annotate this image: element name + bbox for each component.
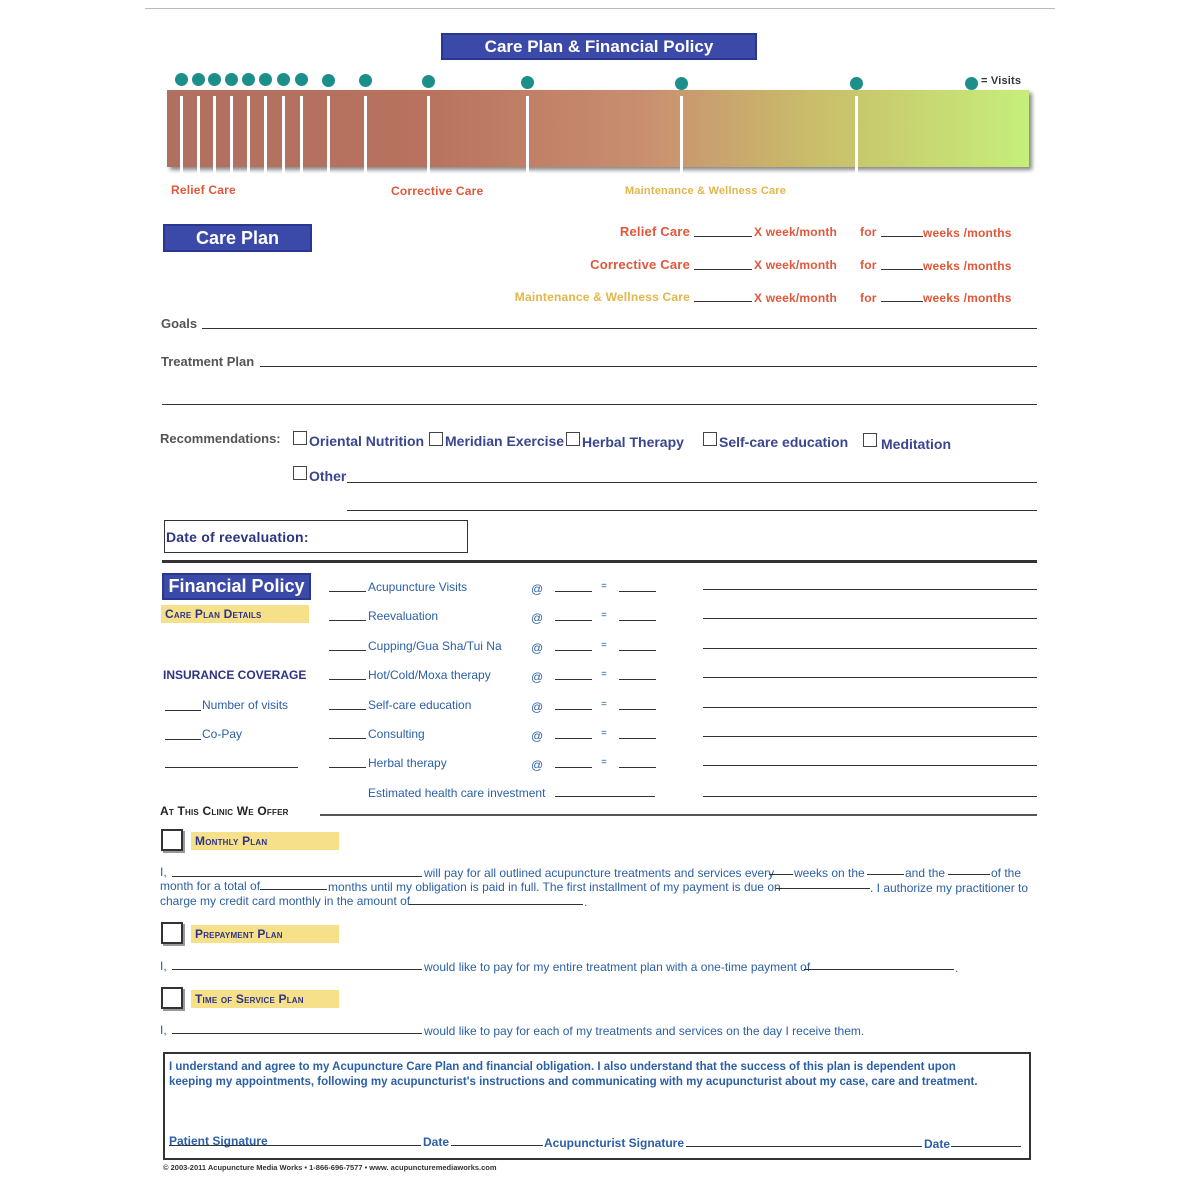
maintenance-row-label: Maintenance & Wellness Care <box>514 290 690 304</box>
monthly-text-7: . I authorize my practitioner to <box>870 881 1029 895</box>
service-quantity-field[interactable] <box>329 650 366 651</box>
visit-dot-icon <box>675 77 688 90</box>
estimated-investment-notes[interactable] <box>703 796 1037 797</box>
corrective-duration-unit: weeks /months <box>923 259 1012 273</box>
prepayment-end: . <box>955 961 959 975</box>
timeline-tick <box>680 96 683 176</box>
herbal-therapy-label: Herbal Therapy <box>582 434 684 450</box>
estimated-investment-field[interactable] <box>555 796 655 797</box>
monthly-text-1: will pay for all outlined acupuncture treatments and services every <box>424 866 775 880</box>
treatment-plan-label: Treatment Plan <box>161 354 255 369</box>
service-notes-field[interactable] <box>703 589 1037 590</box>
prepayment-plan-checkbox[interactable] <box>161 922 183 944</box>
financial-policy-heading: Financial Policy <box>162 573 311 600</box>
time-of-service-i: I, <box>160 1023 167 1037</box>
corrective-row-label: Corrective Care <box>590 257 690 272</box>
monthly-text-6: months until my obligation is paid in full. The first installment of my payment is due on <box>328 880 781 894</box>
timeline-tick <box>427 96 430 176</box>
service-rate-field[interactable] <box>555 767 592 768</box>
service-total-field[interactable] <box>619 709 656 710</box>
footer-copyright: © 2003-2011 Acupuncture Media Works • 1-866-696-7577 • www. acupuncturemediaworks.com <box>163 1163 497 1172</box>
number-of-visits-label: Number of visits <box>202 698 289 712</box>
meridian-exercise-label: Meridian Exercise <box>445 433 565 449</box>
date-label-1: Date <box>423 1135 450 1149</box>
monthly-text-8: charge my credit card monthly in the amount of <box>160 894 411 908</box>
monthly-day-field-2[interactable] <box>948 874 990 875</box>
timeline-tick <box>180 96 183 176</box>
relief-row-label: Relief Care <box>619 224 690 239</box>
visit-dot-icon <box>422 75 435 88</box>
timeline-tick <box>197 96 200 176</box>
meridian-exercise-checkbox[interactable] <box>429 432 443 446</box>
service-label: Hot/Cold/Moxa therapy <box>368 668 491 682</box>
timeline-tick <box>300 96 303 176</box>
service-label: Cupping/Gua Sha/Tui Na <box>368 639 502 653</box>
visit-dot-icon <box>192 73 205 86</box>
visit-dot-icon <box>322 74 335 87</box>
maintenance-for: for <box>860 291 877 305</box>
service-quantity-field[interactable] <box>329 709 366 710</box>
acupuncturist-signature-label: Acupuncturist Signature <box>544 1136 685 1150</box>
monthly-i: I, <box>160 865 167 879</box>
visit-dot-icon <box>208 73 221 86</box>
service-quantity-field[interactable] <box>329 738 366 739</box>
timeline-tick <box>230 96 233 176</box>
at-sign: @ <box>531 670 544 684</box>
self-care-education-checkbox[interactable] <box>703 432 717 446</box>
monthly-plan-checkbox[interactable] <box>161 829 183 851</box>
prepayment-text: would like to pay for my entire treatment plan with a one-time payment of <box>424 960 811 974</box>
insurance-coverage-label: INSURANCE COVERAGE <box>163 668 307 682</box>
service-rate-field[interactable] <box>555 591 592 592</box>
timeline-tick <box>526 96 529 176</box>
monthly-due-field[interactable] <box>776 888 870 889</box>
corrective-freq-field[interactable] <box>694 269 752 270</box>
corrective-duration-field[interactable] <box>881 269 923 270</box>
timeline-tick <box>364 96 367 176</box>
recommendations-label: Recommendations: <box>160 431 281 446</box>
relief-duration-unit: weeks /months <box>923 226 1012 240</box>
date-label-2: Date <box>924 1137 951 1151</box>
meditation-checkbox[interactable] <box>863 433 877 447</box>
service-rate-field[interactable] <box>555 738 592 739</box>
service-rate-field[interactable] <box>555 620 592 621</box>
time-of-service-text: would like to pay for each of my treatments and services on the day I receive them. <box>424 1024 865 1038</box>
time-of-service-checkbox[interactable] <box>161 987 183 1009</box>
maintenance-freq-field[interactable] <box>694 301 752 302</box>
service-quantity-field[interactable] <box>329 767 366 768</box>
date-field-1[interactable] <box>451 1145 543 1146</box>
monthly-text-4: of the <box>991 866 1022 880</box>
agreement-line-1: I understand and agree to my Acupuncture Care Plan and financial obligation. I also understand that the success of this plan is dependent upon <box>169 1061 956 1073</box>
maintenance-duration-unit: weeks /months <box>923 291 1012 305</box>
monthly-name-field[interactable] <box>172 876 422 877</box>
corrective-freq-unit: X week/month <box>754 258 838 272</box>
at-sign: @ <box>531 611 544 625</box>
other-label: Other <box>309 468 347 484</box>
top-rule <box>145 8 1055 9</box>
patient-signature-label: Patient Signature <box>169 1134 268 1148</box>
service-rate-field[interactable] <box>555 650 592 651</box>
at-sign: @ <box>531 729 544 743</box>
at-sign: @ <box>531 582 544 596</box>
service-notes-field[interactable] <box>703 707 1037 708</box>
service-total-field[interactable] <box>619 679 656 680</box>
co-pay-label: Co-Pay <box>202 727 243 741</box>
timeline-bar <box>167 90 1029 167</box>
oriental-nutrition-label: Oriental Nutrition <box>309 433 425 449</box>
treatment-plan-field[interactable] <box>260 366 1037 367</box>
care-plan-heading: Care Plan <box>163 224 312 252</box>
phase-maintenance: Maintenance & Wellness Care <box>625 185 787 197</box>
monthly-text-2: weeks on the <box>794 866 865 880</box>
reevaluation-label: Date of reevaluation: <box>166 529 309 545</box>
other-checkbox[interactable] <box>293 466 307 480</box>
service-rate-field[interactable] <box>555 709 592 710</box>
prepayment-i: I, <box>160 959 167 973</box>
time-of-service-name-field[interactable] <box>172 1033 422 1034</box>
relief-duration-field[interactable] <box>881 236 923 237</box>
visit-dot-icon <box>242 73 255 86</box>
service-notes-field[interactable] <box>703 618 1037 619</box>
at-sign: @ <box>531 641 544 655</box>
equals-sign: = <box>601 581 607 592</box>
service-total-field[interactable] <box>619 650 656 651</box>
monthly-total-field[interactable] <box>260 889 327 890</box>
service-notes-field[interactable] <box>703 677 1037 678</box>
section-divider <box>162 560 1037 563</box>
offer-rule <box>320 814 1037 816</box>
visit-dot-icon <box>259 73 272 86</box>
date-field-2[interactable] <box>951 1146 1021 1147</box>
service-quantity-field[interactable] <box>329 620 366 621</box>
at-sign: @ <box>531 758 544 772</box>
monthly-plan-title: Monthly Plan <box>191 832 339 850</box>
relief-freq-unit: X week/month <box>754 225 838 239</box>
visit-dot-icon <box>359 74 372 87</box>
service-notes-field[interactable] <box>703 648 1037 649</box>
service-label: Reevaluation <box>368 609 439 623</box>
equals-sign: = <box>601 669 607 680</box>
oriental-nutrition-checkbox[interactable] <box>293 431 307 445</box>
timeline-tick <box>213 96 216 176</box>
monthly-text-3: and the <box>905 866 946 880</box>
corrective-for: for <box>860 258 877 272</box>
equals-sign: = <box>601 699 607 710</box>
visit-dot-icon <box>521 76 534 89</box>
monthly-day-field-1[interactable] <box>867 874 904 875</box>
equals-sign: = <box>601 728 607 739</box>
phase-corrective: Corrective Care <box>391 184 484 198</box>
service-label: Consulting <box>368 727 425 741</box>
goals-field[interactable] <box>202 328 1037 329</box>
service-total-field[interactable] <box>619 767 656 768</box>
service-label: Acupuncture Visits <box>368 580 468 594</box>
maintenance-duration-field[interactable] <box>881 301 923 302</box>
estimated-investment-label: Estimated health care investment <box>368 786 546 800</box>
other-field[interactable] <box>347 482 1037 483</box>
prepayment-name-field[interactable] <box>172 969 422 970</box>
relief-freq-field[interactable] <box>694 236 752 237</box>
care-plan-details-label: Care Plan Details <box>161 605 309 623</box>
prepayment-plan-title: Prepayment Plan <box>191 925 339 943</box>
monthly-text-5: month for a total of <box>160 879 261 893</box>
monthly-weeks-field[interactable] <box>769 874 793 875</box>
equals-sign: = <box>601 757 607 768</box>
treatment-plan-field-2[interactable] <box>162 404 1037 405</box>
timeline-tick <box>247 96 250 176</box>
patient-signature-field[interactable] <box>169 1145 421 1146</box>
relief-for: for <box>860 225 877 239</box>
monthly-amount-field[interactable] <box>409 904 583 905</box>
timeline-tick <box>264 96 267 176</box>
prepayment-amount-field[interactable] <box>804 969 954 970</box>
self-care-education-label: Self-care education <box>719 434 849 450</box>
service-total-field[interactable] <box>619 738 656 739</box>
visit-dot-icon <box>175 73 188 86</box>
agreement-line-2: keeping my appointments, following my acupuncturist's instructions and communicating with my acupuncturist about my case, care and treatment. <box>169 1076 978 1088</box>
service-total-field[interactable] <box>619 591 656 592</box>
visit-dot-icon <box>850 77 863 90</box>
monthly-text-9: . <box>584 895 588 909</box>
herbal-therapy-checkbox[interactable] <box>566 432 580 446</box>
service-quantity-field[interactable] <box>329 679 366 680</box>
timeline-tick <box>855 96 858 176</box>
time-of-service-title: Time of Service Plan <box>191 990 339 1008</box>
visit-dot-icon <box>225 73 238 86</box>
visit-dot-icon <box>295 73 308 86</box>
maintenance-freq-unit: X week/month <box>754 291 838 305</box>
service-total-field[interactable] <box>619 620 656 621</box>
service-notes-field[interactable] <box>703 765 1037 766</box>
co-pay-field[interactable] <box>165 739 201 740</box>
number-of-visits-field[interactable] <box>165 710 201 711</box>
visit-dot-icon <box>277 73 290 86</box>
insurance-extra-field[interactable] <box>165 767 298 768</box>
service-label: Herbal therapy <box>368 756 447 770</box>
service-rate-field[interactable] <box>555 679 592 680</box>
other-field-2[interactable] <box>347 510 1037 511</box>
goals-label: Goals <box>161 316 198 331</box>
service-notes-field[interactable] <box>703 736 1037 737</box>
visit-legend-label: = Visits <box>981 75 1022 87</box>
timeline-tick <box>327 96 330 176</box>
visit-legend-icon <box>965 77 978 90</box>
clinic-offer-heading: At This Clinic We Offer <box>160 804 289 818</box>
meditation-label: Meditation <box>881 436 951 452</box>
at-sign: @ <box>531 700 544 714</box>
page-title: Care Plan & Financial Policy <box>441 33 757 60</box>
acupuncturist-signature-field[interactable] <box>686 1146 922 1147</box>
timeline-tick <box>282 96 285 176</box>
service-quantity-field[interactable] <box>329 591 366 592</box>
service-label: Self-care education <box>368 698 472 712</box>
equals-sign: = <box>601 610 607 621</box>
phase-relief: Relief Care <box>171 183 236 197</box>
equals-sign: = <box>601 640 607 651</box>
